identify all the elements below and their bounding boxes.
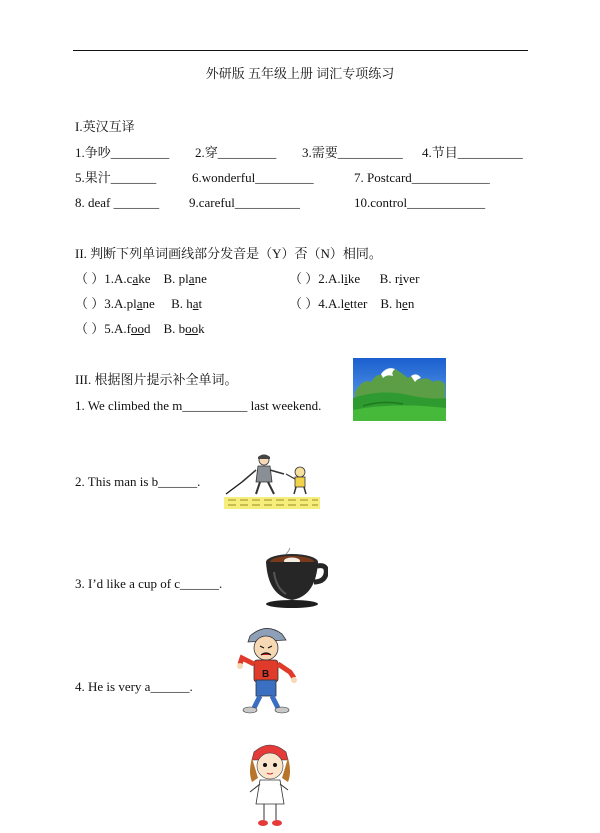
vocab-item-9: 9.careful__________ — [189, 195, 300, 210]
answer-paren[interactable]: （ ） — [289, 271, 319, 286]
vocab-item-2: 2.穿_________ — [195, 145, 277, 160]
vocab-item-5: 5.果汁_______ — [75, 170, 157, 185]
top-rule — [73, 50, 528, 51]
answer-paren[interactable]: （ ） — [75, 296, 105, 311]
vocab-item-4: 4.节目__________ — [422, 145, 523, 160]
angry-boy-picture — [236, 622, 300, 718]
phonics-item-3: （ ）3.A.plane B. hat — [75, 296, 203, 311]
girl-picture — [246, 738, 294, 830]
phonics-item-5: （ ）5.A.food B. book — [75, 321, 205, 336]
cocoa-cup-picture — [262, 548, 328, 610]
vocab-item-6: 6.wonderful_________ — [192, 170, 314, 185]
phonics-item-4: （ ）4.A.letter B. hen — [289, 296, 415, 311]
page-title: 外研版 五年级上册 词汇专项练习 — [205, 66, 395, 81]
fill-item-2: 2. This man is b______. — [75, 474, 201, 489]
phonics-item-2: （ ）2.A.like B. river — [289, 271, 420, 286]
answer-paren[interactable]: （ ） — [75, 271, 105, 286]
section2-heading: II. 判断下列单词画线部分发音是（Y）否（N）相同。 — [75, 246, 382, 261]
shirt-letter: B — [262, 669, 270, 680]
fill-item-4: 4. He is very a______. — [75, 679, 193, 694]
answer-paren[interactable]: （ ） — [75, 321, 105, 336]
blind-man-picture — [222, 452, 322, 510]
fill-item-1: 1. We climbed the m__________ last weekend. — [75, 398, 322, 413]
vocab-item-7: 7. Postcard____________ — [354, 170, 490, 185]
section1-heading: I.英汉互译 — [75, 119, 135, 134]
answer-paren[interactable]: （ ） — [289, 296, 319, 311]
phonics-item-1: （ ）1.A.cake B. plane — [75, 271, 207, 286]
vocab-item-10: 10.control____________ — [354, 195, 486, 210]
fill-item-3: 3. I’d like a cup of c______. — [75, 576, 223, 591]
vocab-item-1: 1.争吵_________ — [75, 145, 170, 160]
vocab-item-3: 3.需要__________ — [302, 145, 403, 160]
section3-heading: III. 根据图片提示补全单词。 — [75, 372, 238, 387]
mountain-picture — [353, 358, 446, 421]
vocab-item-8: 8. deaf _______ — [75, 195, 160, 210]
